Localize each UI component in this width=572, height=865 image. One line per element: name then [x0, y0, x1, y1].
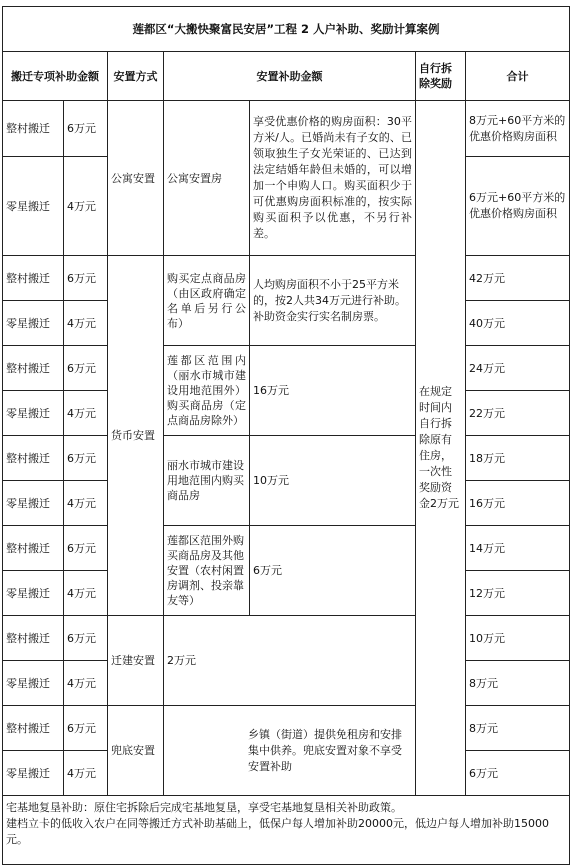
currency-inside-city-amount: 10万元 [250, 436, 416, 526]
total-cell: 16万元 [466, 481, 570, 526]
relocation-type: 整村搬迁 [3, 346, 64, 391]
relocation-type: 零星搬迁 [3, 571, 64, 616]
total-cell: 12万元 [466, 571, 570, 616]
apartment-type: 公寓安置房 [164, 101, 250, 256]
relocation-amount: 4万元 [64, 481, 108, 526]
relocation-amount: 6万元 [64, 706, 108, 751]
relocation-amount: 6万元 [64, 101, 108, 157]
subsidy-table [2, 6, 570, 865]
currency-other-amount: 6万元 [250, 526, 416, 616]
currency-designated: 购买定点商品房（由区政府确定名单后另行公布） [164, 256, 250, 346]
relocation-amount: 4万元 [64, 391, 108, 436]
total-cell: 22万元 [466, 391, 570, 436]
relocation-type: 整村搬迁 [3, 706, 64, 751]
relocation-type: 零星搬迁 [3, 391, 64, 436]
total-cell: 8万元+60平方米的优惠价格购房面积 [466, 101, 570, 157]
relocation-type: 整村搬迁 [3, 101, 64, 157]
total-cell: 10万元 [466, 616, 570, 661]
table-title: 莲都区“大搬快聚富民安居”工程 2 人户补助、奖励计算案例 [3, 7, 570, 52]
method-apartment: 公寓安置 [108, 101, 164, 256]
relocation-amount: 6万元 [64, 256, 108, 301]
relocation-amount: 6万元 [64, 616, 108, 661]
total-cell: 6万元+60平方米的优惠价格购房面积 [466, 157, 570, 256]
currency-inside-city: 丽水市城市建设用地范围内购买商品房 [164, 436, 250, 526]
total-cell: 8万元 [466, 661, 570, 706]
currency-outside-city-amount: 16万元 [250, 346, 416, 436]
method-relocate-build: 迁建安置 [108, 616, 164, 706]
relocation-amount: 4万元 [64, 661, 108, 706]
currency-outside-city: 莲都区范围内（丽水市城市建设用地范围外）购买商品房（定点商品房除外） [164, 346, 250, 436]
relocation-type: 零星搬迁 [3, 157, 64, 256]
relocation-amount: 4万元 [64, 301, 108, 346]
header-placement-method: 安置方式 [108, 52, 164, 101]
relocation-type: 整村搬迁 [3, 436, 64, 481]
relocation-type: 零星搬迁 [3, 481, 64, 526]
total-cell: 18万元 [466, 436, 570, 481]
relocation-amount: 4万元 [64, 751, 108, 796]
relocation-type: 整村搬迁 [3, 256, 64, 301]
fallback-desc: 乡镇（街道）提供免租房和安排集中供养。兜底安置对象不享受安置补助 [164, 706, 416, 796]
relocation-type: 零星搬迁 [3, 661, 64, 706]
relocate-build-amount: 2万元 [164, 616, 416, 706]
footer-notes [3, 796, 570, 865]
total-cell: 6万元 [466, 751, 570, 796]
relocation-type: 整村搬迁 [3, 526, 64, 571]
relocation-amount: 4万元 [64, 571, 108, 616]
footer-line-1: 宅基地复垦补助：原住宅拆除后完成宅基地复垦，享受宅基地复垦相关补助政策。 [6, 801, 402, 814]
apartment-desc: 享受优惠价格的购房面积：30平方米/人。已婚尚未有子女的、已领取独生子女光荣证的、已达到法定结婚年龄但未婚的，可以增加一个申购人口。购买面积少于可优惠购房面积标准的，按实际购买面积予以优惠，不另行补差。 [250, 101, 416, 256]
relocation-amount: 6万元 [64, 346, 108, 391]
total-cell: 40万元 [466, 301, 570, 346]
relocation-amount: 6万元 [64, 436, 108, 481]
relocation-type: 零星搬迁 [3, 301, 64, 346]
method-currency: 货币安置 [108, 256, 164, 616]
header-self-demolish-reward: 自行拆除奖励 [416, 52, 466, 101]
relocation-amount: 6万元 [64, 526, 108, 571]
self-demolish-reward: 在规定时间内自行拆除原有住房，一次性奖励资金2万元 [416, 101, 466, 796]
total-cell: 42万元 [466, 256, 570, 301]
header-total: 合计 [466, 52, 570, 101]
currency-other: 莲都区范围外购买商品房及其他安置（农村闲置房调剂、投亲靠友等） [164, 526, 250, 616]
header-placement-subsidy: 安置补助金额 [164, 52, 416, 101]
currency-designated-desc: 人均购房面积不小于25平方米的，按2人共34万元进行补助。补助资金实行实名制房票。 [250, 256, 416, 346]
relocation-type: 零星搬迁 [3, 751, 64, 796]
total-cell: 8万元 [466, 706, 570, 751]
relocation-amount: 4万元 [64, 157, 108, 256]
method-fallback: 兜底安置 [108, 706, 164, 796]
footer-line-2: 建档立卡的低收入农户在同等搬迁方式补助基础上，低保户每人增加补助20000元，低边户每人增加补助15000元。 [6, 817, 549, 846]
header-relocation-subsidy: 搬迁专项补助金额 [3, 52, 108, 101]
total-cell: 24万元 [466, 346, 570, 391]
relocation-type: 整村搬迁 [3, 616, 64, 661]
total-cell: 14万元 [466, 526, 570, 571]
